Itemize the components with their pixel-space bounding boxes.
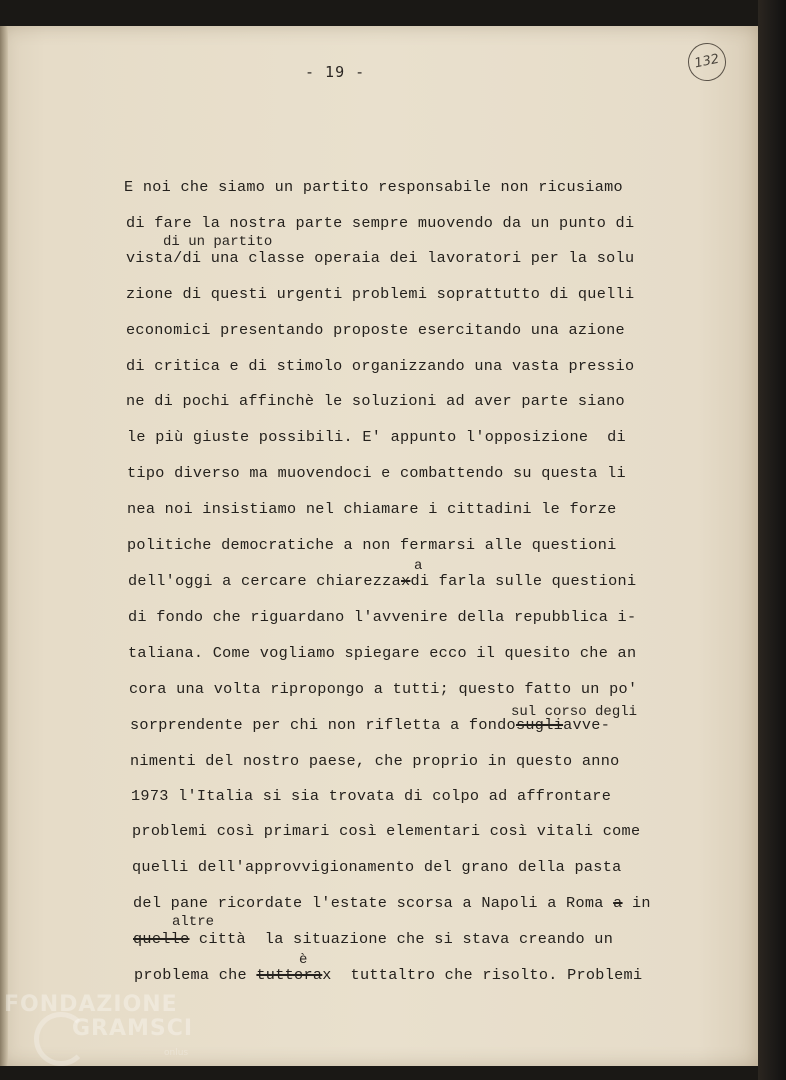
body-line-11: politiche democratiche a non fermarsi alle questioni xyxy=(127,536,617,554)
body-line-9: tipo diverso ma muovendoci e combattendo su questa li xyxy=(127,464,626,482)
insertion-line-12: a xyxy=(414,558,423,574)
body-line-12-tail: di farla sulle questioni xyxy=(410,572,637,590)
insertion-line-22: altre xyxy=(172,914,215,930)
body-line-4: zione di questi urgenti problemi soprattutto di quelli xyxy=(126,285,635,303)
archive-number-stamp: 132 xyxy=(684,39,729,84)
body-line-16-text: sorprendente per chi non rifletta a fondo xyxy=(130,716,516,734)
body-line-5: economici presentando proposte esercitando una azione xyxy=(126,321,625,339)
body-line-15: cora una volta ripropongo a tutti; questo fatto un po' xyxy=(129,680,638,698)
body-line-1: E noi che siamo un partito responsabile non ricusiamo xyxy=(124,178,623,196)
body-line-3: vista/di una classe operaia dei lavoratori per la solu xyxy=(126,249,635,267)
body-line-23-tail: tuttaltro che risolto. Problemi xyxy=(350,966,643,984)
body-line-16-tail: avve- xyxy=(563,716,611,734)
body-line-18: 1973 l'Italia si sia trovata di colpo ad affrontare xyxy=(131,787,612,805)
body-line-21-text: del pane ricordate l'estate scorsa a Napoli a Roma xyxy=(133,894,604,912)
body-line-22-text: città la situazione che si stava creando un xyxy=(198,930,614,948)
body-line-21-tail: in xyxy=(631,894,651,912)
page-left-edge xyxy=(0,26,8,1066)
insertion-line-23: è xyxy=(299,952,308,968)
insertion-line-2: di un partito xyxy=(163,234,273,250)
body-line-2: di fare la nostra parte sempre muovendo da un punto di xyxy=(126,214,635,232)
body-line-6: di critica e di stimolo organizzando una vasta pressio xyxy=(126,357,635,375)
body-line-7: ne di pochi affinchè le soluzioni ad aver parte siano xyxy=(126,392,625,410)
scan-border xyxy=(758,0,786,1080)
body-line-22 xyxy=(133,930,613,948)
page-number: - 19 - xyxy=(305,63,366,81)
struck-text: a xyxy=(613,894,623,912)
body-line-12 xyxy=(128,572,636,590)
body-line-19: problemi così primari così elementari così vitali come xyxy=(132,822,641,840)
body-line-17: nimenti del nostro paese, che proprio in questo anno xyxy=(130,752,620,770)
body-line-14: taliana. Come vogliamo spiegare ecco il quesito che an xyxy=(128,644,637,662)
watermark-line-2: GRAMSCI xyxy=(72,1016,194,1041)
body-line-20: quelli dell'approvvigionamento del grano della pasta xyxy=(132,858,622,876)
body-line-10: nea noi insistiamo nel chiamare i cittadini le forze xyxy=(127,500,617,518)
body-line-23-text: problema che xyxy=(134,966,247,984)
struck-text: quelle xyxy=(133,930,190,948)
body-line-23-extra: x xyxy=(322,966,332,984)
body-line-23 xyxy=(134,966,642,984)
body-line-21 xyxy=(133,894,651,912)
body-line-12-text: dell'oggi a cercare chiarezza xyxy=(128,572,402,590)
watermark-sub: onlus xyxy=(164,1048,189,1058)
body-line-13: di fondo che riguardano l'avvenire della repubblica i- xyxy=(128,608,637,626)
body-line-8: le più giuste possibili. E' appunto l'opposizione di xyxy=(127,428,626,446)
watermark-line-1: FONDAZIONE xyxy=(4,992,178,1017)
struck-text: x xyxy=(401,572,411,590)
struck-text: sugli xyxy=(515,716,564,734)
struck-text: tuttora xyxy=(256,966,323,984)
insertion-line-16: sul corso degli xyxy=(511,704,638,720)
